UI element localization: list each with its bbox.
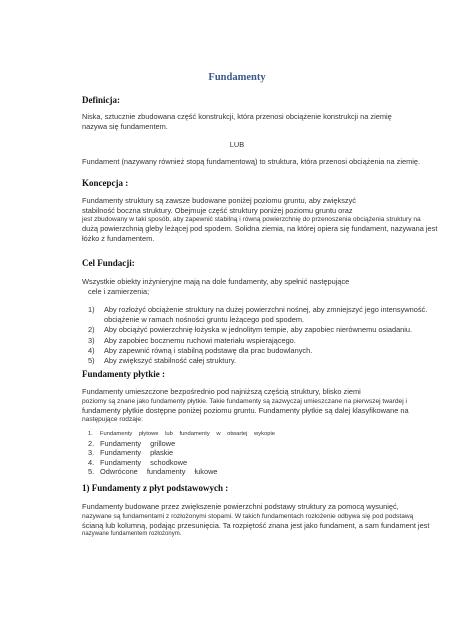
heading-plyt-podstawowych: 1) Fundamenty z płyt podstawowych : (82, 483, 229, 493)
list-item-text: Odwrócone fundamenty łukowe (100, 466, 218, 476)
cel-list (82, 305, 432, 366)
list-number: 1) (88, 305, 95, 314)
text-line: Aby rozłożyć obciążenie struktury na dużej powierzchni nośnej, aby zmniejszyć jego intensywność. (104, 305, 428, 314)
text-line: jest zbudowany w taki sposób, aby zapewnić stabilną i równą powierzchnię do przenoszenia obciążenia struktury na (82, 216, 421, 224)
text-line: następujące rodzaje: (82, 416, 143, 424)
koncepcja-paragraph (82, 196, 438, 243)
text-line: fundamenty płytkie dostępne poniżej poziomu gruntu. Fundamenty płytkie są dalej klasyfikowane na (82, 405, 409, 415)
text-line: Niska, sztucznie zbudowana część konstrukcji, która przenosi obciążenie konstrukcji na ziemię (82, 112, 392, 121)
text-line: Aby obciążyć powierzchnię łożyska w jednolitym tempie, aby zapobiec nierównemu osiadaniu. (104, 325, 413, 335)
text-line: Fundament (nazywany również stopą fundamentową) to struktura, która przenosi obciążenia na ziemię. (82, 157, 421, 166)
list-item (88, 448, 275, 457)
list-item (88, 467, 275, 476)
list-item (82, 336, 432, 346)
list-item (82, 346, 432, 356)
text-line: poziomy są znane jako fundamenty płytkie. Takie fundamenty są zazwyczaj umieszczane na pierwszej twardej i (82, 397, 407, 405)
text-line: Fundamenty budowane przez zwiększenie powierzchni podstawy struktury za pomocą wysunięć, (82, 502, 399, 511)
plytkie-types-list (88, 430, 275, 476)
text-line: dużą powierzchnią gleby leżącej pod spodem. Solidna ziemia, na której opiera się fundament, nazywana jest (82, 224, 438, 234)
text-line: nazywane są fundamentami z rozłożonymi stopami. W takich fundamentach rozłożenie odbywa się pod podstawą (82, 512, 414, 520)
list-item-text: Fundamenty płaskie (100, 448, 174, 458)
list-item-text: Fundamenty płytowe lub fundamenty w otwartej wykopie (100, 431, 275, 437)
heading-definicja: Definicja: (82, 95, 120, 105)
document-title: Fundamenty (208, 72, 266, 83)
list-item (82, 305, 432, 325)
list-item (88, 458, 275, 467)
list-item (88, 430, 275, 439)
heading-plytkie: Fundamenty płytkie : (82, 369, 166, 379)
text-line: Fundamenty struktury są zawsze budowane poniżej poziomu gruntu, aby zwiększyć (82, 196, 356, 205)
list-number: 5. (88, 466, 95, 476)
list-number: 1. (88, 431, 93, 437)
list-number: 2. (88, 439, 95, 449)
plyt-paragraph (82, 502, 430, 538)
list-number: 5) (88, 356, 95, 366)
definicja-paragraph (82, 112, 427, 131)
definicja-alt (82, 157, 427, 167)
plytkie-paragraph (82, 387, 427, 424)
list-item (82, 325, 432, 335)
list-number: 3. (88, 448, 95, 458)
text-line: łóżko z fundamentem. (82, 233, 155, 243)
text-line: stabilność boczna struktury. Obejmuje część struktury poniżej poziomu gruntu oraz (82, 205, 353, 215)
text-line: cele i zamierzenia; (88, 286, 150, 296)
text-line: nazywa się fundamentem. (82, 121, 168, 131)
list-number: 4) (88, 345, 95, 355)
list-item (88, 439, 275, 448)
text-line: Aby zapobiec bocznemu ruchowi materiału wspierającego. (104, 335, 296, 345)
heading-cel: Cel Fundacji: (82, 258, 135, 268)
list-item-text: Fundamenty schodkowe (100, 457, 188, 467)
text-line: nazywane fundamentem rozłożonym. (82, 531, 182, 538)
heading-koncepcja: Koncepcja : (82, 178, 129, 188)
list-item-text (104, 305, 427, 325)
list-number: 2) (88, 325, 95, 335)
text-line: Aby zapewnić równą i stabilną podstawę dla prac budowlanych. (104, 345, 313, 355)
list-item (82, 356, 432, 366)
cel-intro (82, 277, 427, 296)
text-line: ścianą lub kolumną, podając przesunięcia. Ta rozpiętość znana jest jako fundament, a sam fundament jest (82, 520, 430, 530)
text-line: obciążenie w ramach nośności gruntu leżącego pod spodem. (104, 315, 305, 325)
list-item-text: Fundamenty grillowe (100, 439, 176, 449)
text-line: Wszystkie obiekty inżynieryjne mają na dole fundamenty, aby spełnić następujące (82, 277, 350, 286)
text-line: Fundamenty umieszczone bezpośrednio pod najniższą częścią struktury, blisko ziemi (82, 387, 361, 396)
list-number: 3) (88, 335, 95, 345)
text-line: Aby zwiększyć stabilność całej struktury. (104, 356, 237, 366)
list-number: 4. (88, 457, 95, 467)
separator-lub: LUB (229, 140, 245, 149)
